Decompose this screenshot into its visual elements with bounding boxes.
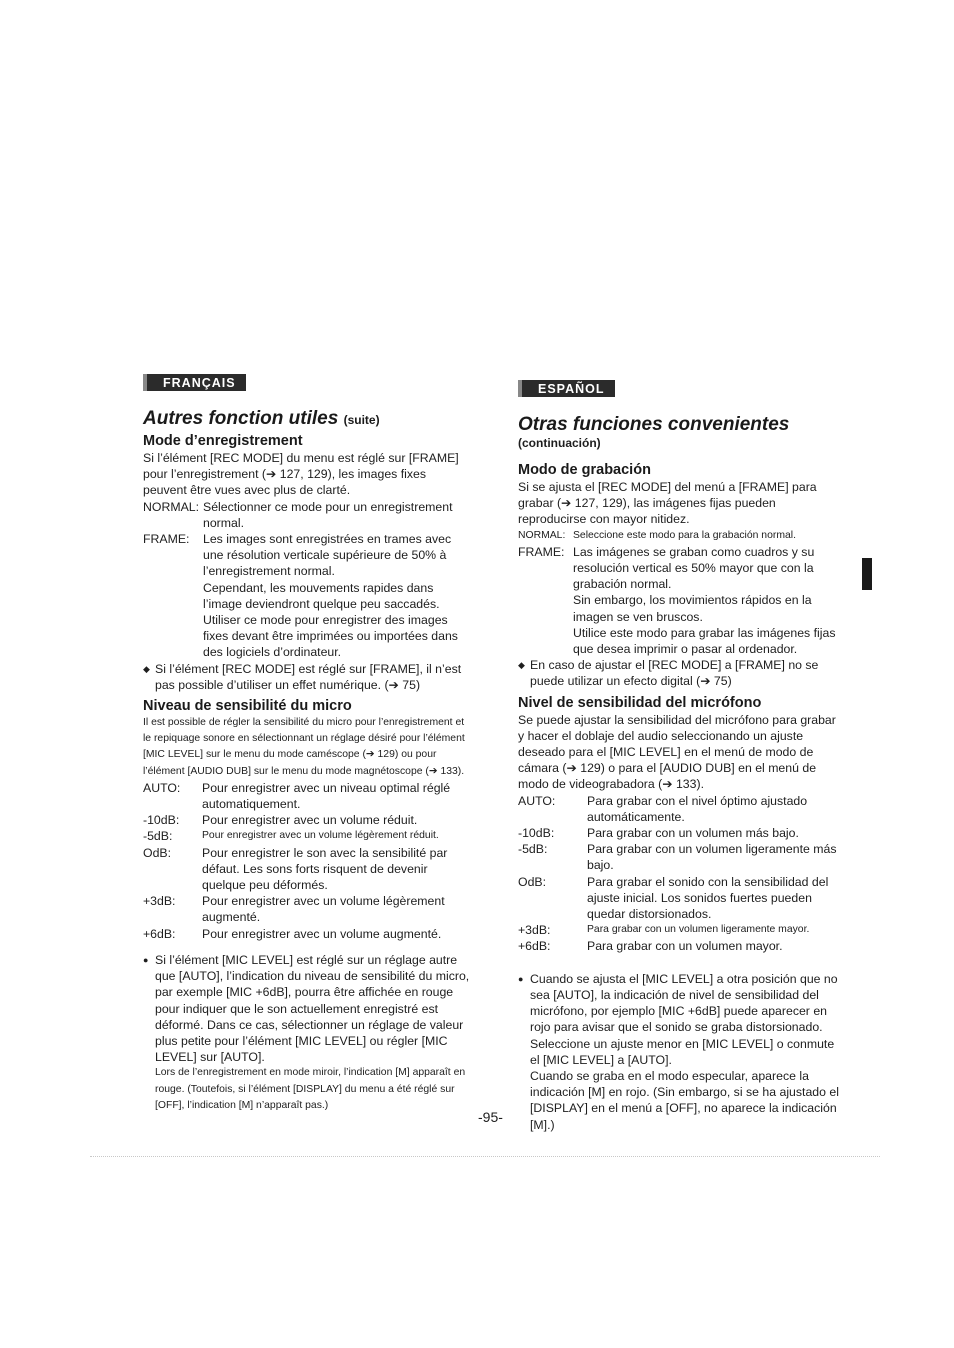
spacer [518,955,844,971]
bullet-note-continued [518,1068,844,1133]
definition-term: OdB: [143,845,172,860]
definition-term: OdB: [518,874,547,889]
definition-desc: Pour enregistrer avec un volume légèrement augmenté. [202,894,445,925]
definition-desc: Para grabar el sonido con la sensibilidad del ajuste inicial. Los sonidos fuertes pueden quedar distorsionados. [587,874,829,922]
page-number: -95- [478,1109,503,1125]
definition-term: -10dB: [143,813,180,828]
definition-item [143,780,473,812]
spacer [143,942,473,952]
definition-term: NORMAL: [518,529,566,541]
bullet-text: Cuando se ajusta el [MIC LEVEL] a otra posición que no sea [AUTO], la indicación de nivel de sensibilidad del micrófono, por ejemplo [MIC +6dB] puede aparecer en rojo para avisar que el sonido se graba distorsionado. Seleccione un ajuste menor en [MIC LEVEL] o conmute el [MIC LEVEL] a [AUTO]. [530,971,838,1067]
bullet-note [143,661,473,693]
section-rec-mode-fr [143,433,473,693]
bullet-text: Si l’élément [REC MODE] est réglé sur [FRAME], il n’est pas possible d’utiliser un effet numérique. (➔ 75) [155,661,462,692]
bullet-note [143,952,473,1065]
section-intro: Se puede ajustar la sensibilidad del micrófono para grabar y hacer el doblaje del audio seleccionando un ajuste deseado para el [MIC LEVEL] en el menú de modo de cámara (➔ 129) o para el [AUDIO DUB] en el menú de modo de videograbadora (➔ 133). [518,712,836,792]
definition-desc: Para grabar con un volumen ligeramente más bajo. [587,842,837,873]
thumb-index-mark [862,558,872,590]
bullet-small-note: Lors de l’enregistrement en mode miroir, l’indication [M] apparaît en rouge. (Toutefois, si l’élément [DISPLAY] du menu a été réglé sur [OFF], l’indication [M] n’apparaît pas.) [155,1067,466,1111]
definition-item [518,544,844,657]
bullet-note [518,657,844,689]
definition-desc: Pour enregistrer le son avec la sensibilité par défaut. Les sons forts risquent de devenir quelque peu déformés. [202,845,448,893]
definition-desc-extra: Cependant, les mouvements rapides dans l’image deviendront quelque peu saccadés. [203,580,440,611]
definition-term: -10dB: [518,826,555,841]
section-heading: Nivel de sensibilidad del micrófono [518,694,762,711]
definition-item [518,938,844,954]
definition-item [143,893,473,925]
definition-desc: Para grabar con un volumen más bajo. [587,826,799,841]
title-text: Autres fonction utiles [143,408,339,429]
language-tab-french: FRANÇAIS [143,374,246,391]
definition-desc-extra: Utilice este modo para grabar las imágenes fijas que desea imprimir o pasar al ordenador. [573,625,836,657]
definition-item [143,828,473,844]
definition-item [143,812,473,828]
bullet-note-continued [143,1065,473,1114]
french-column [143,372,473,1114]
definition-term: NORMAL: [143,499,200,514]
bullet-note [518,971,844,1068]
definition-term: AUTO: [518,793,556,808]
section-mic-level-fr [143,698,473,1114]
definition-term: +6dB: [143,926,176,941]
definition-term: FRAME: [518,544,565,559]
section-intro: Si se ajusta el [REC MODE] del menú a [FRAME] para grabar (➔ 127, 129), las imágenes fijas pueden reproducirse con mayor nitidez. [518,480,817,527]
section-heading: Niveau de sensibilité du micro [143,698,352,715]
definition-item [143,926,473,942]
page-title-french [143,408,473,431]
definition-desc: Pour enregistrer avec un volume réduit. [202,813,418,828]
definition-item [518,841,844,873]
page-title-spanish: Otras funciones convenientes [518,414,790,435]
section-intro: Il est possible de régler la sensibilité du micro pour l’enregistrement et le repiquage sonore en sélectionnant un réglage désiré pour l’élément [MIC LEVEL] sur le menu du mode caméscope (➔ 129) ou pour l’élément [AUDIO DUB] sur le menu du mode magnétoscope (➔ 133). [143,717,465,777]
diamond-bullet-icon: ◆ [518,660,525,671]
bullet-text-continued: Cuando se graba en el modo especular, aparece la indicación [M] en rojo. (Sin embargo, si se ha ajustado el [DISPLAY] en el menú a [OFF], no aparece la indicación [M].) [530,1068,839,1132]
definition-item [143,531,473,661]
section-heading: Modo de grabación [518,462,651,478]
section-rec-mode-es [518,462,844,690]
diamond-bullet-icon: ◆ [143,663,150,674]
definition-desc: Pour enregistrer avec un volume augmenté. [202,926,442,941]
definition-desc-group [203,531,473,661]
bullet-text: Si l’élément [MIC LEVEL] est réglé sur un réglage autre que [AUTO], l’indication du niveau de sensibilité du micro, par exemple [MIC +6dB], pourra être affichée en rouge pour indiquer que le son actuellement enregistré est déformé. Dans ce cas, sélectionner un réglage de valeur plus petite pour l’élément [MIC LEVEL] ou régler [MIC LEVEL] sur [AUTO]. [155,952,470,1065]
definition-item [143,845,473,894]
definition-desc-extra: Utiliser ce mode pour enregistrer des images fixes devant être imprimées ou importées dans des logiciels d’ordinateur. [203,613,458,660]
definition-term: -5dB: [518,842,548,857]
title-suffix: (suite) [343,413,380,427]
definition-desc-group [573,544,844,657]
language-tab-spanish: ESPAÑOL [518,380,615,397]
bullet-indent [143,1065,155,1114]
title-continuation: (continuación) [518,436,601,450]
round-bullet-icon: ● [143,954,149,965]
definition-item [518,528,844,544]
bullet-indent [518,1068,530,1133]
definition-term: AUTO: [143,780,181,795]
definition-item [518,874,844,923]
definition-term: +3dB: [518,923,551,938]
definition-desc: Las imágenes se graban como cuadros y su resolución vertical es 50% mayor que con la grabación normal. [573,544,815,592]
spanish-column [518,372,844,1133]
definition-term: -5dB: [143,829,173,844]
definition-desc: Les images sont enregistrées en trames avec une résolution verticale supérieure de 50% à l’enregistrement normal. [203,532,452,579]
section-heading: Mode d’enregistrement [143,433,303,449]
definition-term: +6dB: [518,939,551,954]
definition-term: FRAME: [143,532,190,547]
round-bullet-icon: ● [518,973,524,984]
section-mic-level-es [518,695,844,1133]
definition-item [518,793,844,825]
section-intro: Si l’élément [REC MODE] du menu est réglé sur [FRAME] pour l’enregistrement (➔ 127, 129), les images fixes peuvent être vues avec plus de clarté. [143,451,459,498]
definition-item [143,499,473,531]
definition-item [518,825,844,841]
definition-desc: Para grabar con un volumen ligeramente mayor. [587,924,810,936]
definition-desc: Sélectionner ce mode pour un enregistrement normal. [203,499,453,530]
definition-desc: Pour enregistrer avec un volume légèrement réduit. [202,830,439,842]
definition-desc: Seleccione este modo para la grabación normal. [573,529,796,541]
bullet-text: En caso de ajustar el [REC MODE] a [FRAME] no se puede utilizar un efecto digital (➔ 75) [530,658,819,689]
definition-desc-extra: Sin embargo, los movimientos rápidos en la imagen se ven bruscos. [573,593,812,624]
bottom-divider [90,1156,880,1157]
definition-desc: Para grabar con un volumen mayor. [587,939,783,954]
definition-desc: Para grabar con el nivel óptimo ajustado automáticamente. [587,793,808,824]
definition-term: +3dB: [143,894,176,909]
definition-desc: Pour enregistrer avec un niveau optimal réglé automatiquement. [202,780,451,812]
definition-item [518,922,844,938]
